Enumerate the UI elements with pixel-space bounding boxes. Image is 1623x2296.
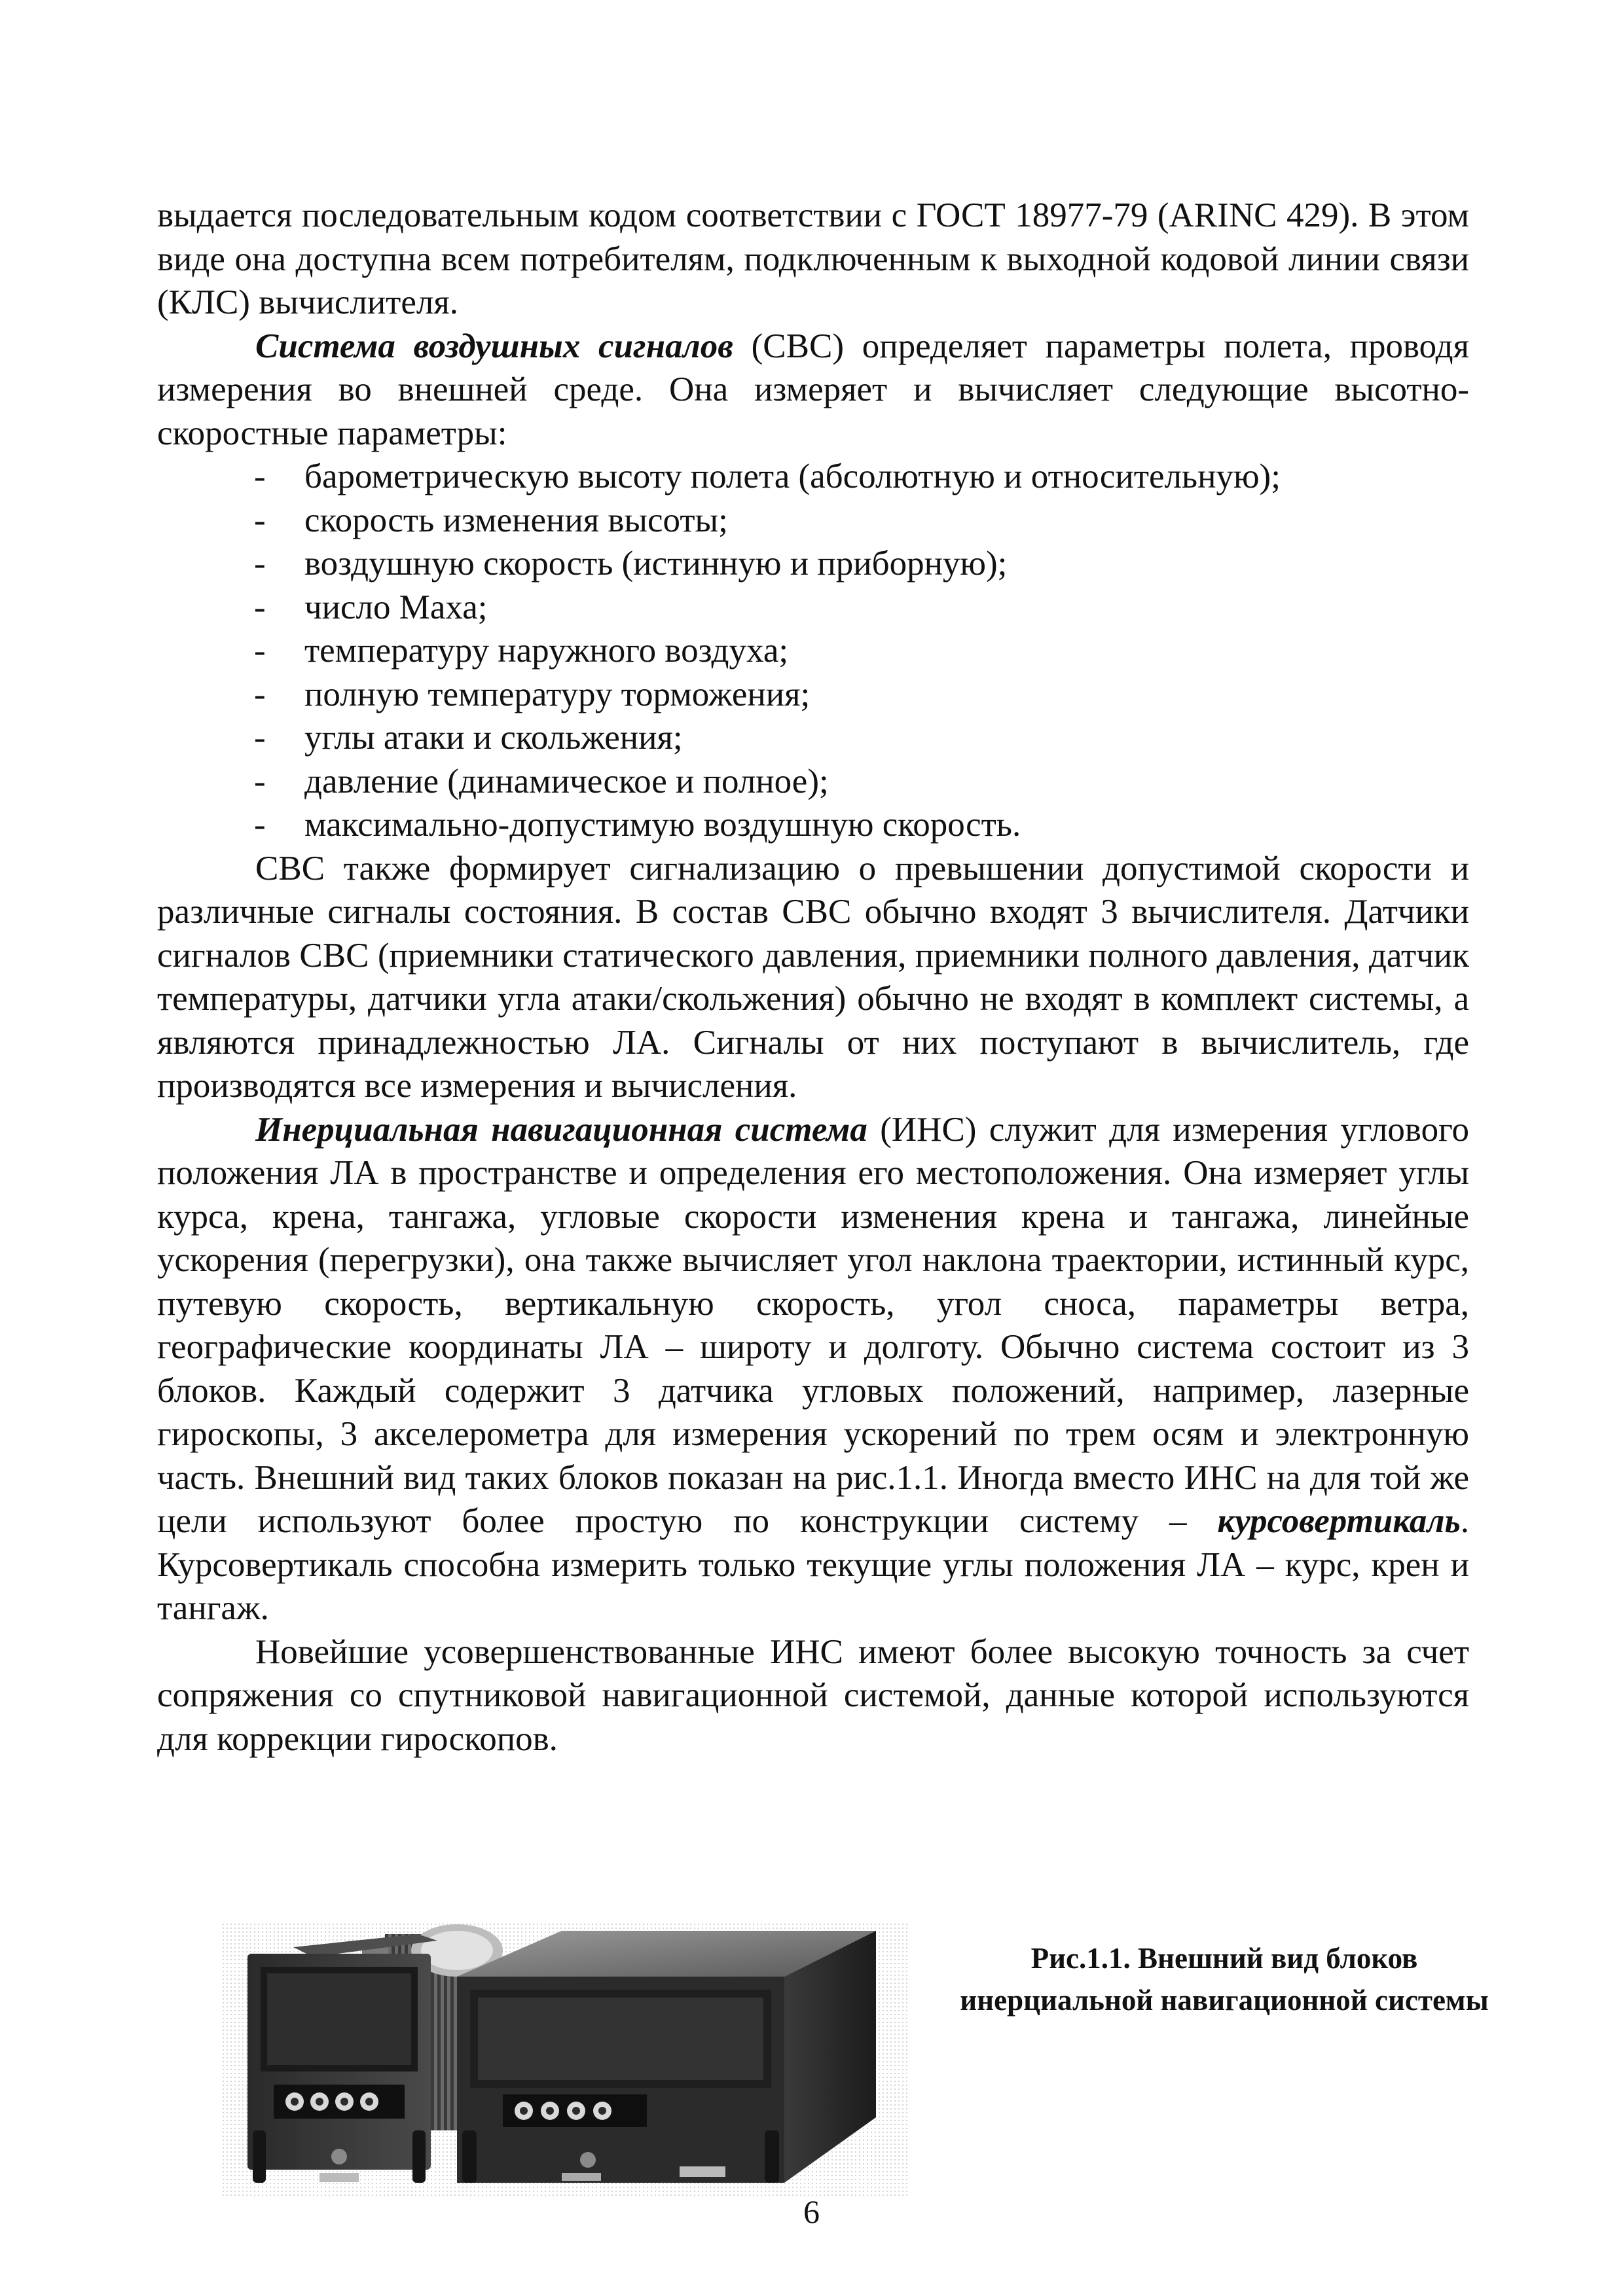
ins-unit-right [457, 1931, 876, 2183]
paragraph-2-text: (СВС) определяет параметры полета, проводя измерения во внешней среде. Она измеряет и вычисляет следующие высотно-скоростные параметры: [157, 327, 1469, 452]
list-item: - максимально-допустимую воздушную скорость. [157, 803, 1469, 847]
term-air-data-system: Система воздушных сигналов [255, 327, 733, 365]
list-item: - давление (динамическое и полное); [157, 760, 1469, 804]
paragraph-4-end: . Курсовертикаль способна измерить только текущие углы положения ЛА – курс, крен и тангаж. [157, 1502, 1469, 1627]
list-item: - воздушную скорость (истинную и приборную); [157, 542, 1469, 586]
ins-units-illustration [221, 1895, 909, 2209]
list-item: - углы атаки и скольжения; [157, 716, 1469, 760]
paragraph-4 [157, 1108, 1469, 1630]
paragraph-1: выдается последовательным кодом соответствии с ГОСТ 18977-79 (ARINC 429). В этом виде она доступна всем потребителям, подключенным к выходной кодовой линии связи (КЛС) вычислителя. [157, 196, 1469, 321]
list-item: - скорость изменения высоты; [157, 499, 1469, 543]
term-inertial-navigation-system: Инерциальная навигационная система [255, 1110, 867, 1149]
list-item: - барометрическую высоту полета (абсолютную и относительную); [157, 455, 1469, 499]
list-item: - полную температуру торможения; [157, 673, 1469, 717]
list-item: - число Маха; [157, 586, 1469, 630]
ins-units-photo [221, 1895, 909, 2209]
term-attitude-heading-reference: курсовертикаль [1217, 1502, 1461, 1540]
paragraph-2 [157, 325, 1469, 456]
figure-caption: Рис.1.1. Внешний вид блоков инерциальной навигационной системы [960, 1942, 1489, 2017]
paragraph-3: СВС также формирует сигнализацию о превышении допустимой скорости и различные сигналы состояния. В состав СВС обычно входят 3 вычислителя. Датчики сигналов СВС (приемники статического давления, приемники полного давления, датчик температуры, датчики угла атаки/скольжения) обычно не входят в комплект системы, а являются принадлежностью ЛА. Сигналы от них поступают в вычислитель, где производятся все измерения и вычисления. [157, 849, 1469, 1105]
body-text [157, 194, 1469, 1761]
paragraph-4-text: (ИНС) служит для измерения углового положения ЛА в пространстве и определения его местоположения. Она измеряет углы курса, крена, тангажа, угловые скорости изменения крена и тангажа, линейные ускорения (перегрузки), она также вычисляет угол наклона траектории, истинный курс, путевую скорость, вертикальную скорость, угол сноса, параметры ветра, географические координаты ЛА – широту и долготу. Обычно система состоит из 3 блоков. Каждый содержит 3 датчика угловых положений, например, лазерные гироскопы, 3 акселерометра для измерения ускорений по трем осям и электронную часть. Внешний вид таких блоков показан на рис.1.1. Иногда вместо ИНС на для той же цели используют более простую по конструкции систему – [157, 1110, 1469, 1540]
parameter-list [157, 455, 1469, 847]
page-number: 6 [803, 2193, 820, 2230]
list-item: - температуру наружного воздуха; [157, 629, 1469, 673]
paragraph-5: Новейшие усовершенствованные ИНС имеют более высокую точность за счет сопряжения со спутниковой навигационной системой, данные которой используются для коррекции гироскопов. [157, 1632, 1469, 1758]
